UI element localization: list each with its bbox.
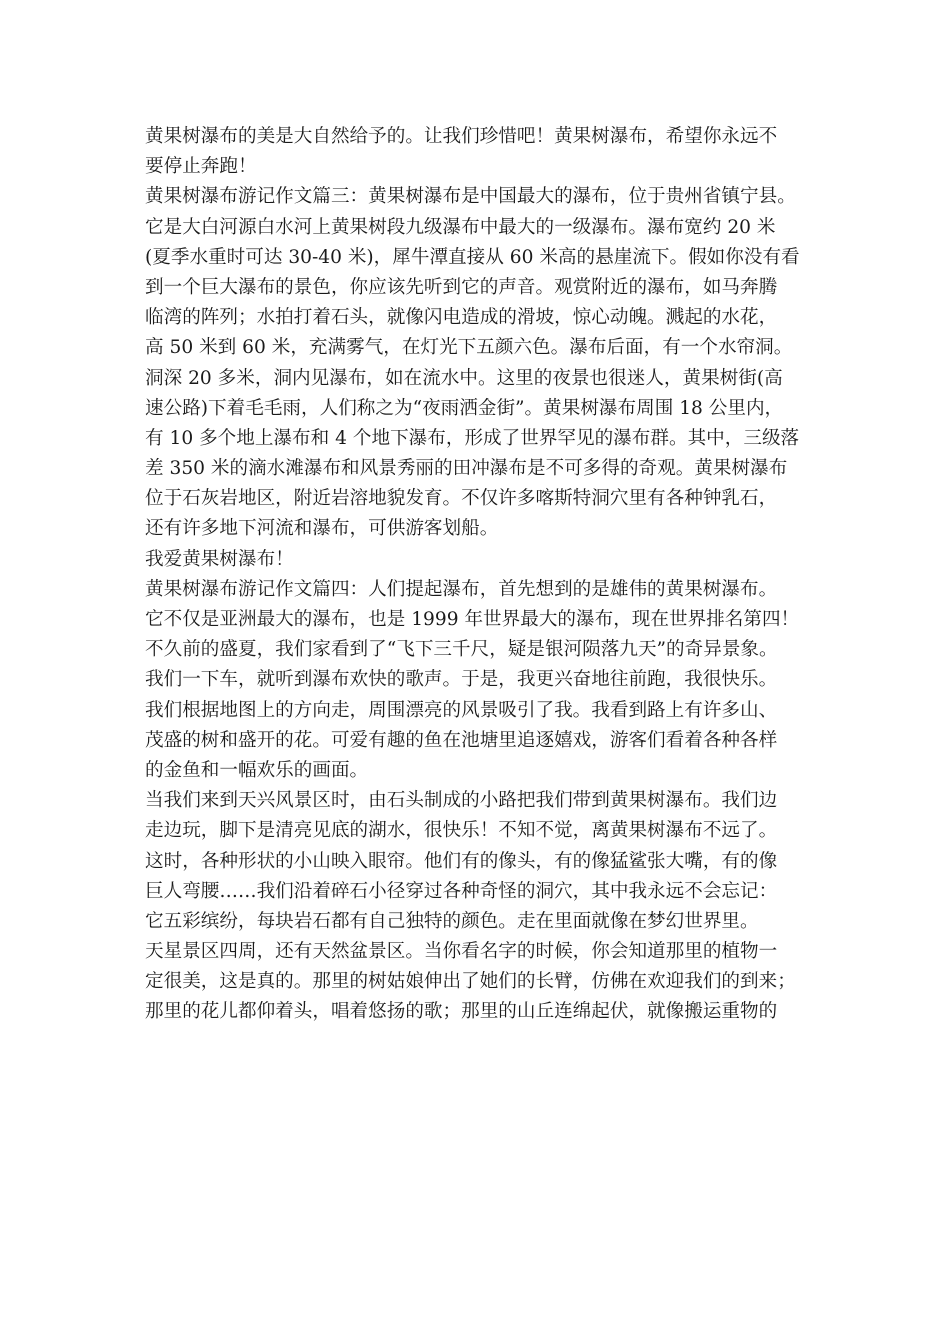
text-line: 天星景区四周，还有天然盆景区。当你看名字的时候，你会知道那里的植物一 — [145, 941, 778, 963]
text-line: 它不仅是亚洲最大的瀑布，也是 1999 年世界最大的瀑布，现在世界排名第四！ — [145, 609, 800, 630]
text-line: 洞深 20 多米，洞内见瀑布，如在流水中。这里的夜景也很迷人，黄果树街(高 — [145, 367, 783, 389]
text-line: 定很美，这是真的。那里的树姑娘伸出了她们的长臂，仿佛在欢迎我们的到来； — [145, 971, 796, 993]
text-line: 当我们来到天兴风景区时，由石头制成的小路把我们带到黄果树瀑布。我们边 — [145, 790, 778, 812]
text-line: 它是大白河源白水河上黄果树段九级瀑布中最大的一级瀑布。瀑布宽约 20 米 — [145, 216, 776, 238]
text-line: 我爱黄果树瀑布！ — [145, 548, 294, 570]
text-line: 到一个巨大瀑布的景色，你应该先听到它的声音。观赏附近的瀑布，如马奔腾 — [145, 276, 778, 298]
text-line: 那里的花儿都仰着头，唱着悠扬的歌；那里的山丘连绵起伏，就像搬运重物的 — [145, 1001, 778, 1023]
text-line: 黄果树瀑布的美是大自然给予的。让我们珍惜吧！黄果树瀑布，希望你永远不 — [145, 126, 778, 147]
text-line: 差 350 米的滴水滩瀑布和风景秀丽的田冲瀑布是不可多得的奇观。黄果树瀑布 — [145, 458, 788, 480]
text-line: 还有许多地下河流和瀑布，可供游客划船。 — [145, 518, 499, 540]
text-line: 位于石灰岩地区，附近岩溶地貌发育。不仅许多喀斯特洞穴里有各种钟乳石， — [145, 488, 778, 510]
text-line: 的金鱼和一幅欢乐的画面。 — [145, 759, 369, 781]
text-line: 要停止奔跑！ — [145, 156, 257, 178]
text-line: 巨人弯腰……我们沿着碎石小径穿过各种奇怪的洞穴，其中我永远不会忘记： — [145, 880, 778, 902]
text-line: 我们根据地图上的方向走，周围漂亮的风景吸引了我。我看到路上有许多山、 — [145, 699, 778, 721]
essay-text — [145, 122, 810, 1028]
text-line: 它五彩缤纷，每块岩石都有自己独特的颜色。走在里面就像在梦幻世界里。 — [145, 910, 759, 932]
text-line: 有 10 多个地上瀑布和 4 个地下瀑布，形成了世界罕见的瀑布群。其中，三级落 — [145, 427, 800, 449]
text-line: 这时，各种形状的小山映入眼帘。他们有的像头，有的像猛鲨张大嘴，有的像 — [145, 850, 778, 872]
text-line: 不久前的盛夏，我们家看到了“飞下三千尺，疑是银河陨落九天”的奇异景象。 — [145, 639, 778, 661]
text-line: 高 50 米到 60 米，充满雾气，在灯光下五颜六色。瀑布后面，有一个水帘洞。 — [145, 337, 793, 359]
text-line: 黄果树瀑布游记作文篇四：人们提起瀑布，首先想到的是雄伟的黄果树瀑布。 — [145, 578, 778, 600]
text-line: 速公路)下着毛毛雨，人们称之为“夜雨洒金街”。黄果树瀑布周围 18 公里内， — [145, 397, 784, 419]
text-line: 黄果树瀑布游记作文篇三：黄果树瀑布是中国最大的瀑布，位于贵州省镇宁县。 — [145, 186, 796, 208]
text-line: 我们一下车，就听到瀑布欢快的歌声。于是，我更兴奋地往前跑，我很快乐。 — [145, 669, 778, 691]
text-line: (夏季水重时可达 30-40 米)，犀牛潭直接从 60 米高的悬崖流下。假如你没有看 — [145, 246, 800, 268]
text-line: 走边玩，脚下是清亮见底的湖水，很快乐！不知不觉，离黄果树瀑布不远了。 — [145, 820, 778, 842]
text-line: 临湾的阵列；水拍打着石头，就像闪电造成的滑坡，惊心动魄。溅起的水花， — [145, 307, 778, 329]
text-line: 茂盛的树和盛开的花。可爱有趣的鱼在池塘里追逐嬉戏，游客们看着各种各样 — [145, 729, 778, 751]
